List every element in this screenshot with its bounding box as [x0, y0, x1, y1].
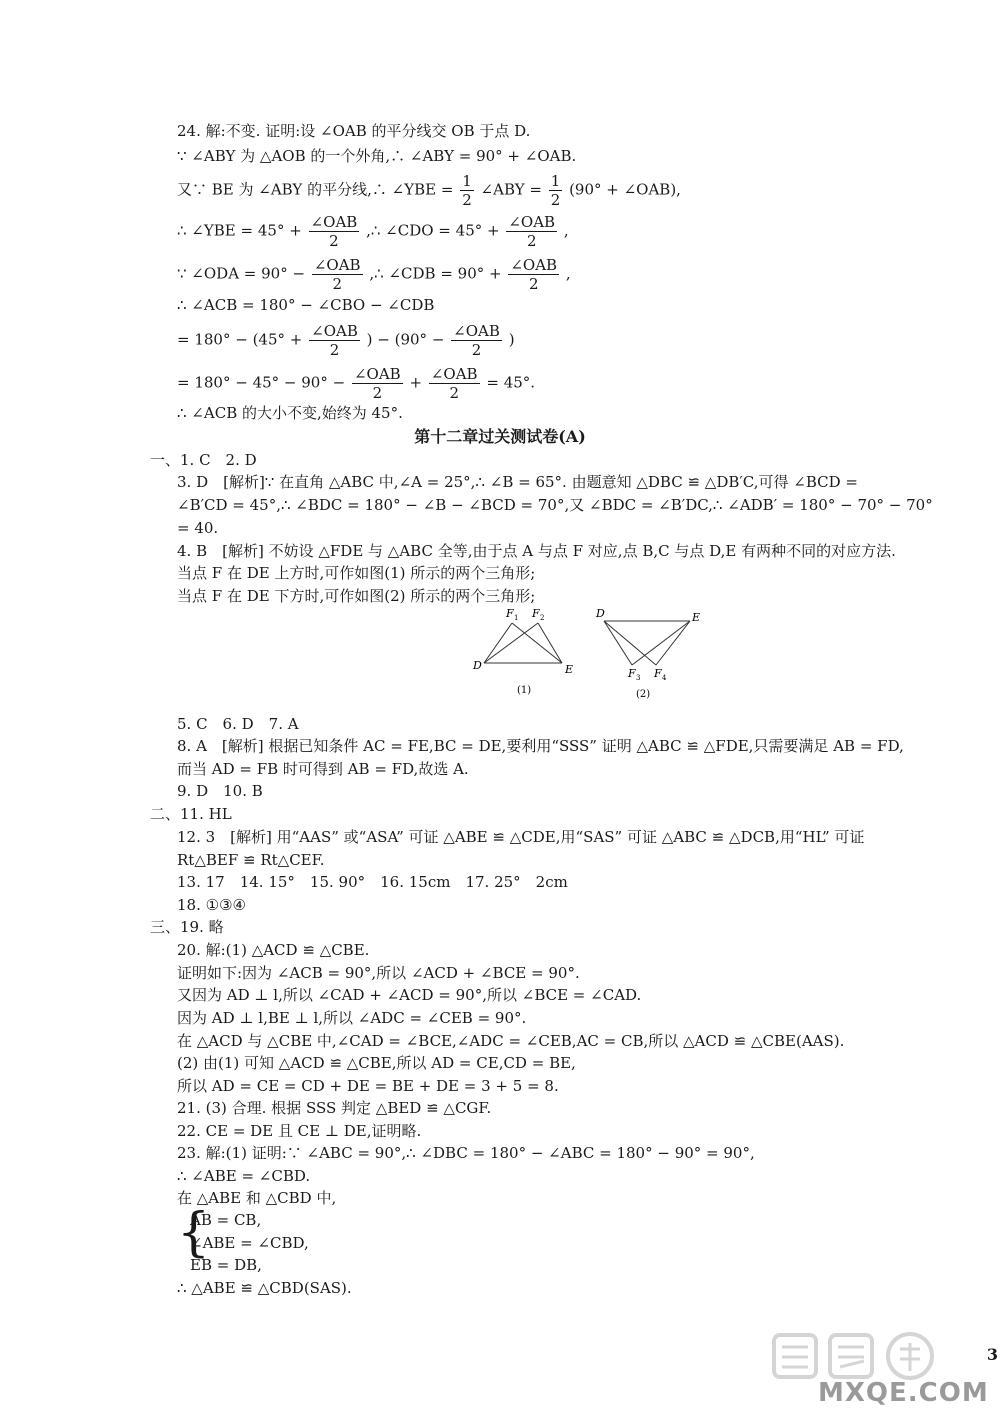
fraction-numerator: ∠OAB: [510, 256, 558, 274]
text-line: 22. CE = DE 且 CE ⊥ DE,证明略.: [177, 1122, 422, 1140]
text-line: [177, 256, 571, 293]
text-segment: ) − (90° −: [366, 330, 445, 349]
text-segment: ,∴ ∠CDO = 45° +: [366, 221, 500, 240]
text-segment: (90° + ∠OAB),: [569, 180, 681, 199]
fraction-denominator: 2: [372, 384, 383, 402]
figure-line: [604, 621, 632, 665]
fraction-denominator: 2: [462, 191, 472, 209]
text-segment: ,: [565, 264, 571, 283]
text-segment: ,∴ ∠CDB = 90° +: [369, 264, 502, 283]
text-line: 8. A [解析] 根据已知条件 AC = FE,BC = DE,要利用“SSS” 证明 △ABC ≌ △FDE,只需要满足 AB = FD,: [177, 737, 904, 755]
text-segment: ∴ ∠YBE = 45° +: [177, 221, 302, 240]
text-line: [177, 365, 535, 402]
point-label: F: [654, 667, 662, 680]
triangle-figure-2: [590, 603, 705, 703]
text-line: [177, 172, 681, 209]
text-line: 23. 解:(1) 证明:∵ ∠ABC = 90°,∴ ∠DBC = 180° − ∠ABC = 180° − 90° = 90°,: [177, 1144, 755, 1162]
text-segment: ∠ABY =: [480, 180, 542, 199]
text-line: 12. 3 [解析] 用“AAS” 或“ASA” 可证 △ABE ≌ △CDE,用“SAS” 可证 △ABC ≌ △DCB,用“HL” 可证: [177, 828, 865, 846]
triangle-figure-1: [470, 603, 580, 703]
left-brace: {: [177, 1203, 211, 1263]
text-line: 24. 解:不变. 证明:设 ∠OAB 的平分线交 OB 于点 D.: [177, 122, 531, 140]
text-line: 5. C 6. D 7. A: [177, 715, 299, 733]
figure-line: [484, 623, 512, 663]
text-line: (2) 由(1) 可知 △ACD ≌ △CBE,所以 AD = CE,CD = BE,: [177, 1054, 576, 1072]
text-line: 因为 AD ⊥ l,BE ⊥ l,所以 ∠ADC = ∠CEB = 90°.: [177, 1009, 527, 1027]
point-label: D: [596, 607, 605, 620]
fraction: [506, 213, 557, 250]
point-label: E: [692, 611, 701, 624]
text-line: [177, 322, 515, 359]
text-segment: ): [508, 330, 515, 349]
fraction: [508, 256, 559, 293]
point-label: E: [565, 663, 574, 676]
text-segment: +: [409, 373, 423, 392]
page-number: 3: [986, 1345, 998, 1364]
point-label: D: [473, 659, 482, 672]
fraction-numerator: ∠OAB: [313, 256, 361, 274]
text-line: ∠ABE = ∠CBD,: [190, 1234, 309, 1252]
text-line: ∠B′CD = 45°,∴ ∠BDC = 180° − ∠B − ∠BCD = 70°,又 ∠BDC = ∠B′DC,∴ ∠ADB′ = 180° − 70° − 70°: [177, 496, 933, 514]
fraction-denominator: 2: [329, 232, 339, 250]
point-label-subscript: 2: [540, 614, 545, 622]
text-line: 证明如下:因为 ∠ACB = 90°,所以 ∠ACD + ∠BCE = 90°.: [177, 964, 580, 982]
fraction-denominator: 2: [528, 275, 539, 293]
figure-caption: (1): [517, 685, 532, 696]
text-line: 在 △ABE 和 △CBD 中,: [177, 1189, 337, 1207]
fraction: [549, 172, 563, 209]
point-label-subscript: 3: [636, 674, 641, 682]
fraction-numerator: 1: [550, 172, 561, 190]
fraction-numerator: ∠OAB: [310, 213, 358, 231]
section-title: 第十二章过关测试卷(A): [414, 427, 586, 446]
fraction: [312, 256, 363, 293]
text-line: 三、19. 略: [150, 918, 224, 936]
text-line: 3. D [解析]∵ 在直角 △ABC 中,∠A = 25°,∴ ∠B = 65°. 由题意知 △DBC ≌ △DB′C,可得 ∠BCD =: [177, 473, 858, 491]
figure-line: [538, 623, 562, 663]
fraction-denominator: 2: [526, 232, 537, 250]
fraction: [451, 322, 502, 359]
text-line: [177, 213, 569, 250]
text-line: ∴ △ABE ≌ △CBD(SAS).: [177, 1279, 352, 1297]
fraction-denominator: 2: [449, 384, 459, 402]
text-line: 18. ①③④: [177, 896, 246, 914]
text-segment: ∵ ∠ODA = 90° −: [177, 264, 306, 283]
fraction-denominator: 2: [550, 191, 561, 209]
text-line: 所以 AD = CE = CD + DE = BE + DE = 3 + 5 = 8.: [177, 1077, 559, 1095]
fraction-denominator: 2: [471, 341, 482, 359]
fraction: [309, 213, 360, 250]
fraction-numerator: 1: [462, 172, 472, 190]
text-line: 一、1. C 2. D: [150, 451, 257, 469]
text-line: EB = DB,: [190, 1256, 262, 1274]
fraction-numerator: ∠OAB: [430, 365, 478, 383]
text-line: 当点 F 在 DE 下方时,可作如图(2) 所示的两个三角形;: [177, 587, 536, 605]
text-line: 当点 F 在 DE 上方时,可作如图(1) 所示的两个三角形;: [177, 564, 536, 582]
text-line: 20. 解:(1) △ACD ≌ △CBE.: [177, 941, 370, 959]
figure-line: [512, 623, 562, 663]
fraction: [460, 172, 474, 209]
figure-caption: (2): [636, 689, 651, 700]
fraction-denominator: 2: [329, 341, 340, 359]
text-line: 9. D 10. B: [177, 782, 263, 800]
point-label: F: [506, 607, 514, 620]
text-line: 在 △ACD 与 △CBE 中,∠CAD = ∠BCE,∠ADC = ∠CEB,AC = CB,所以 △ACD ≌ △CBE(AAS).: [177, 1032, 845, 1050]
text-line: ∵ ∠ABY 为 △AOB 的一个外角,∴ ∠ABY = 90° + ∠OAB.: [177, 147, 577, 165]
text-line: Rt△BEF ≌ Rt△CEF.: [177, 851, 325, 869]
fraction-numerator: ∠OAB: [311, 322, 358, 340]
text-segment: = 180° − 45° − 90° −: [177, 373, 346, 392]
text-line: = 40.: [177, 519, 219, 537]
point-label: F: [532, 607, 540, 620]
figure-line: [604, 621, 656, 665]
text-line: ∴ ∠ACB = 180° − ∠CBO − ∠CDB: [177, 296, 435, 314]
text-segment: ,: [563, 221, 569, 240]
text-line: 二、11. HL: [150, 805, 232, 823]
fraction: [352, 365, 403, 402]
text-segment: = 45°.: [486, 373, 536, 392]
text-line: ∴ ∠ABE = ∠CBD.: [177, 1167, 311, 1185]
text-line: AB = CB,: [190, 1211, 262, 1229]
point-label: F: [628, 667, 636, 680]
fraction: [309, 322, 360, 359]
fraction-numerator: ∠OAB: [453, 322, 500, 340]
fraction-numerator: ∠OAB: [353, 365, 401, 383]
point-label-subscript: 1: [514, 614, 519, 622]
point-label-subscript: 4: [662, 674, 667, 682]
fraction: [429, 365, 480, 402]
text-line: 4. B [解析] 不妨设 △FDE 与 △ABC 全等,由于点 A 与点 F 对应,点 B,C 与点 D,E 有两种不同的对应方法.: [177, 542, 896, 560]
watermark-text: MXQE.COM: [818, 1378, 989, 1408]
text-segment: 又∵ BE 为 ∠ABY 的平分线,∴ ∠YBE =: [177, 180, 454, 199]
text-segment: = 180° − (45° +: [177, 330, 303, 349]
fraction-denominator: 2: [332, 275, 342, 293]
text-line: 而当 AD = FB 时可得到 AB = FD,故选 A.: [177, 760, 469, 778]
fraction-numerator: ∠OAB: [508, 213, 556, 231]
text-line: 13. 17 14. 15° 15. 90° 16. 15cm 17. 25° 2cm: [177, 873, 568, 891]
text-line: 又因为 AD ⊥ l,所以 ∠CAD + ∠ACD = 90°,所以 ∠BCE = ∠CAD.: [177, 986, 642, 1004]
text-line: ∴ ∠ACB 的大小不变,始终为 45°.: [177, 404, 403, 422]
text-line: 21. (3) 合理. 根据 SSS 判定 △BED ≌ △CGF.: [177, 1099, 492, 1117]
figure-line: [484, 623, 538, 663]
